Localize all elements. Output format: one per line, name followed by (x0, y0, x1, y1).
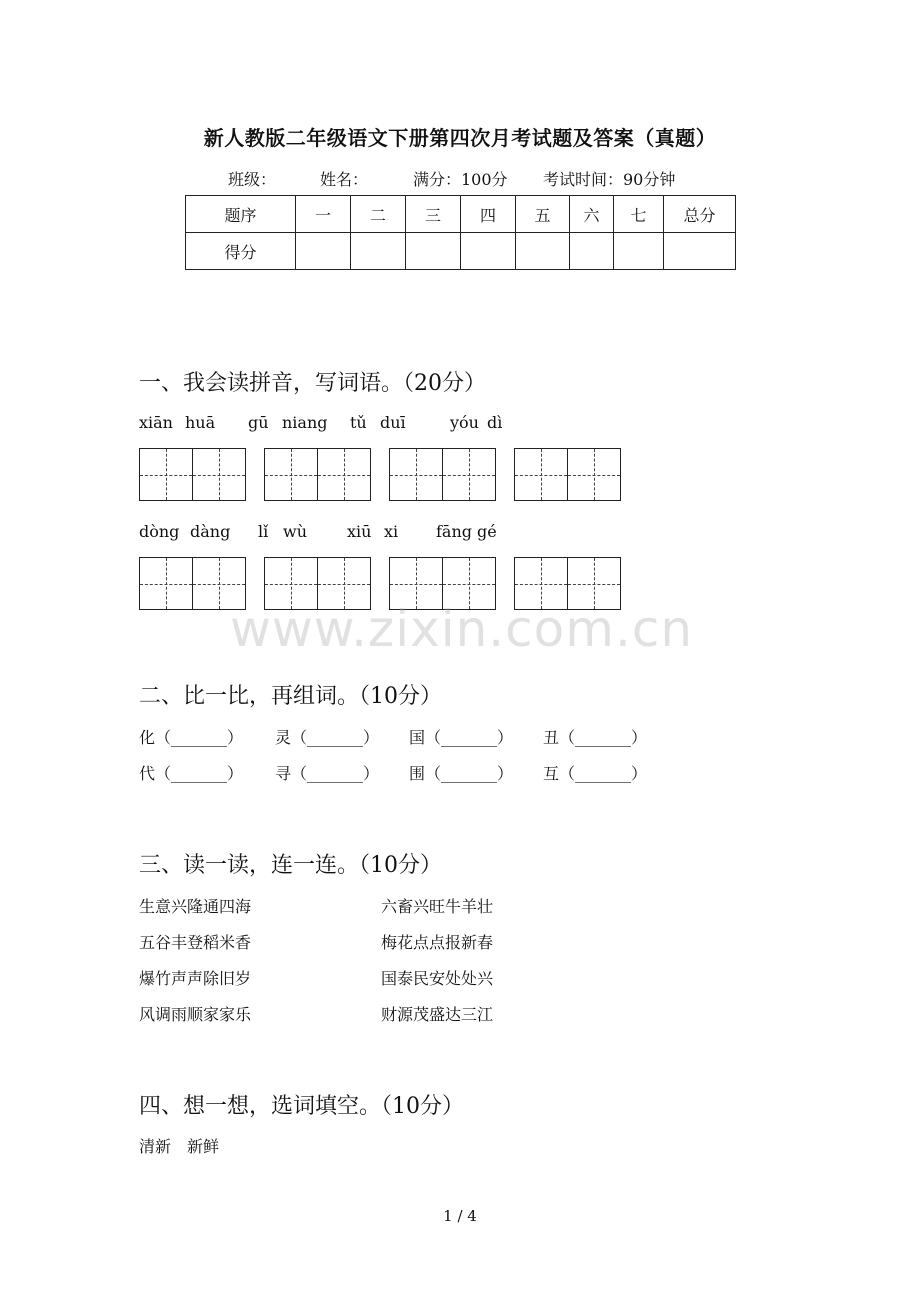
character: 丑 (543, 728, 560, 747)
close-paren: ） (363, 728, 380, 747)
score-cell[interactable] (570, 233, 614, 270)
grid-cell[interactable] (390, 449, 442, 500)
close-paren: ） (497, 764, 514, 783)
pinyin: niang (282, 413, 328, 432)
couplet-left[interactable]: 风调雨顺家家乐 (139, 1005, 252, 1024)
close-paren: ） (631, 728, 648, 747)
pinyin: duī (380, 413, 406, 432)
writing-grid[interactable] (139, 448, 246, 501)
header-cell: 一 (296, 196, 351, 233)
writing-grid[interactable] (514, 448, 621, 501)
pinyin: xiū (347, 522, 372, 541)
pinyin: xiān (139, 413, 173, 432)
pinyin: fāng (436, 522, 473, 541)
compare-item (275, 725, 379, 748)
couplet-left[interactable]: 爆竹声声除旧岁 (139, 969, 252, 988)
section2-heading: 二、比一比，再组词。（10分） (139, 684, 442, 709)
score-cell[interactable] (614, 233, 664, 270)
answer-blank[interactable]: _______ (441, 728, 498, 747)
class-label: 班级： (228, 170, 277, 189)
pinyin: tǔ (350, 413, 367, 432)
header-cell: 题序 (186, 196, 296, 233)
score-cell[interactable] (351, 233, 406, 270)
grid-cell[interactable] (192, 449, 245, 500)
close-paren: ） (363, 764, 380, 783)
pinyin: gé (477, 522, 497, 541)
pinyin: dòng (139, 522, 180, 541)
pinyin: huā (185, 413, 216, 432)
open-paren: （ (559, 764, 576, 783)
close-paren: ） (227, 764, 244, 783)
character: 灵 (275, 728, 292, 747)
couplet-left[interactable]: 生意兴隆通四海 (139, 897, 252, 916)
grid-cell[interactable] (140, 449, 192, 500)
section1-heading: 一、我会读拼音，写词语。（20分） (139, 371, 486, 396)
compare-item (543, 725, 647, 748)
header-cell: 七 (614, 196, 664, 233)
character: 寻 (275, 764, 292, 783)
name-label: 姓名： (320, 170, 369, 189)
word-choice: 清新 (139, 1137, 172, 1156)
grid-cell[interactable] (442, 449, 495, 500)
open-paren: （ (425, 764, 442, 783)
section3-heading: 三、读一读，连一连。（10分） (139, 853, 442, 878)
grid-cell[interactable] (140, 558, 192, 609)
answer-blank[interactable]: _______ (307, 764, 364, 783)
couplet-right[interactable]: 梅花点点报新春 (381, 933, 494, 952)
compare-item (139, 725, 243, 748)
score-cell[interactable] (516, 233, 570, 270)
open-paren: （ (291, 764, 308, 783)
header-cell: 四 (461, 196, 516, 233)
exam-time-label: 考试时间：90分钟 (543, 170, 676, 189)
header-cell: 五 (516, 196, 570, 233)
close-paren: ） (227, 728, 244, 747)
open-paren: （ (559, 728, 576, 747)
answer-blank[interactable]: _______ (307, 728, 364, 747)
pinyin: lǐ (258, 522, 269, 541)
exam-info (228, 167, 675, 190)
score-cell[interactable] (406, 233, 461, 270)
word-choice: 新鲜 (187, 1137, 220, 1156)
couplet-left[interactable]: 五谷丰登稻米香 (139, 933, 252, 952)
pinyin: gū (248, 413, 269, 432)
score-table-header-row (186, 196, 736, 233)
open-paren: （ (155, 728, 172, 747)
compare-item (543, 761, 647, 784)
writing-grid[interactable] (389, 448, 496, 501)
answer-blank[interactable]: _______ (171, 728, 228, 747)
score-cell[interactable] (664, 233, 736, 270)
pinyin: xi (384, 522, 399, 541)
open-paren: （ (155, 764, 172, 783)
character: 化 (139, 728, 156, 747)
page-title: 新人教版二年级语文下册第四次月考试题及答案（真题） (203, 126, 717, 150)
answer-blank[interactable]: _______ (441, 764, 498, 783)
close-paren: ） (631, 764, 648, 783)
pinyin: dàng (190, 522, 231, 541)
character: 代 (139, 764, 156, 783)
couplet-right[interactable]: 国泰民安处处兴 (381, 969, 494, 988)
header-cell: 总分 (664, 196, 736, 233)
word-choices (139, 1134, 219, 1157)
compare-item (139, 761, 243, 784)
score-table-score-row (186, 233, 736, 270)
grid-cell[interactable] (317, 449, 370, 500)
open-paren: （ (425, 728, 442, 747)
grid-cell[interactable] (567, 449, 620, 500)
pinyin: yóu (450, 413, 479, 432)
header-cell: 二 (351, 196, 406, 233)
compare-item (409, 761, 513, 784)
open-paren: （ (291, 728, 308, 747)
grid-cell[interactable] (515, 449, 567, 500)
score-table (185, 195, 736, 270)
row-label-cell: 得分 (186, 233, 296, 270)
answer-blank[interactable]: _______ (575, 764, 632, 783)
section4-heading: 四、想一想，选词填空。（10分） (139, 1094, 464, 1119)
page-number: 1 / 4 (443, 1207, 477, 1225)
answer-blank[interactable]: _______ (171, 764, 228, 783)
couplet-right[interactable]: 六畜兴旺牛羊壮 (381, 897, 494, 916)
grid-cell[interactable] (265, 449, 317, 500)
close-paren: ） (497, 728, 514, 747)
score-cell[interactable] (461, 233, 516, 270)
score-cell[interactable] (296, 233, 351, 270)
full-score-label: 满分：100分 (413, 170, 508, 189)
compare-item (275, 761, 379, 784)
pinyin: wù (283, 522, 307, 541)
character: 互 (543, 764, 560, 783)
character: 国 (409, 728, 426, 747)
header-cell: 六 (570, 196, 614, 233)
answer-blank[interactable]: _______ (575, 728, 632, 747)
couplet-right[interactable]: 财源茂盛达三江 (381, 1005, 494, 1024)
compare-item (409, 725, 513, 748)
watermark: www.zixin.com.cn (230, 600, 694, 658)
writing-grid[interactable] (264, 448, 371, 501)
pinyin: dì (487, 413, 503, 432)
header-cell: 三 (406, 196, 461, 233)
character: 围 (409, 764, 426, 783)
